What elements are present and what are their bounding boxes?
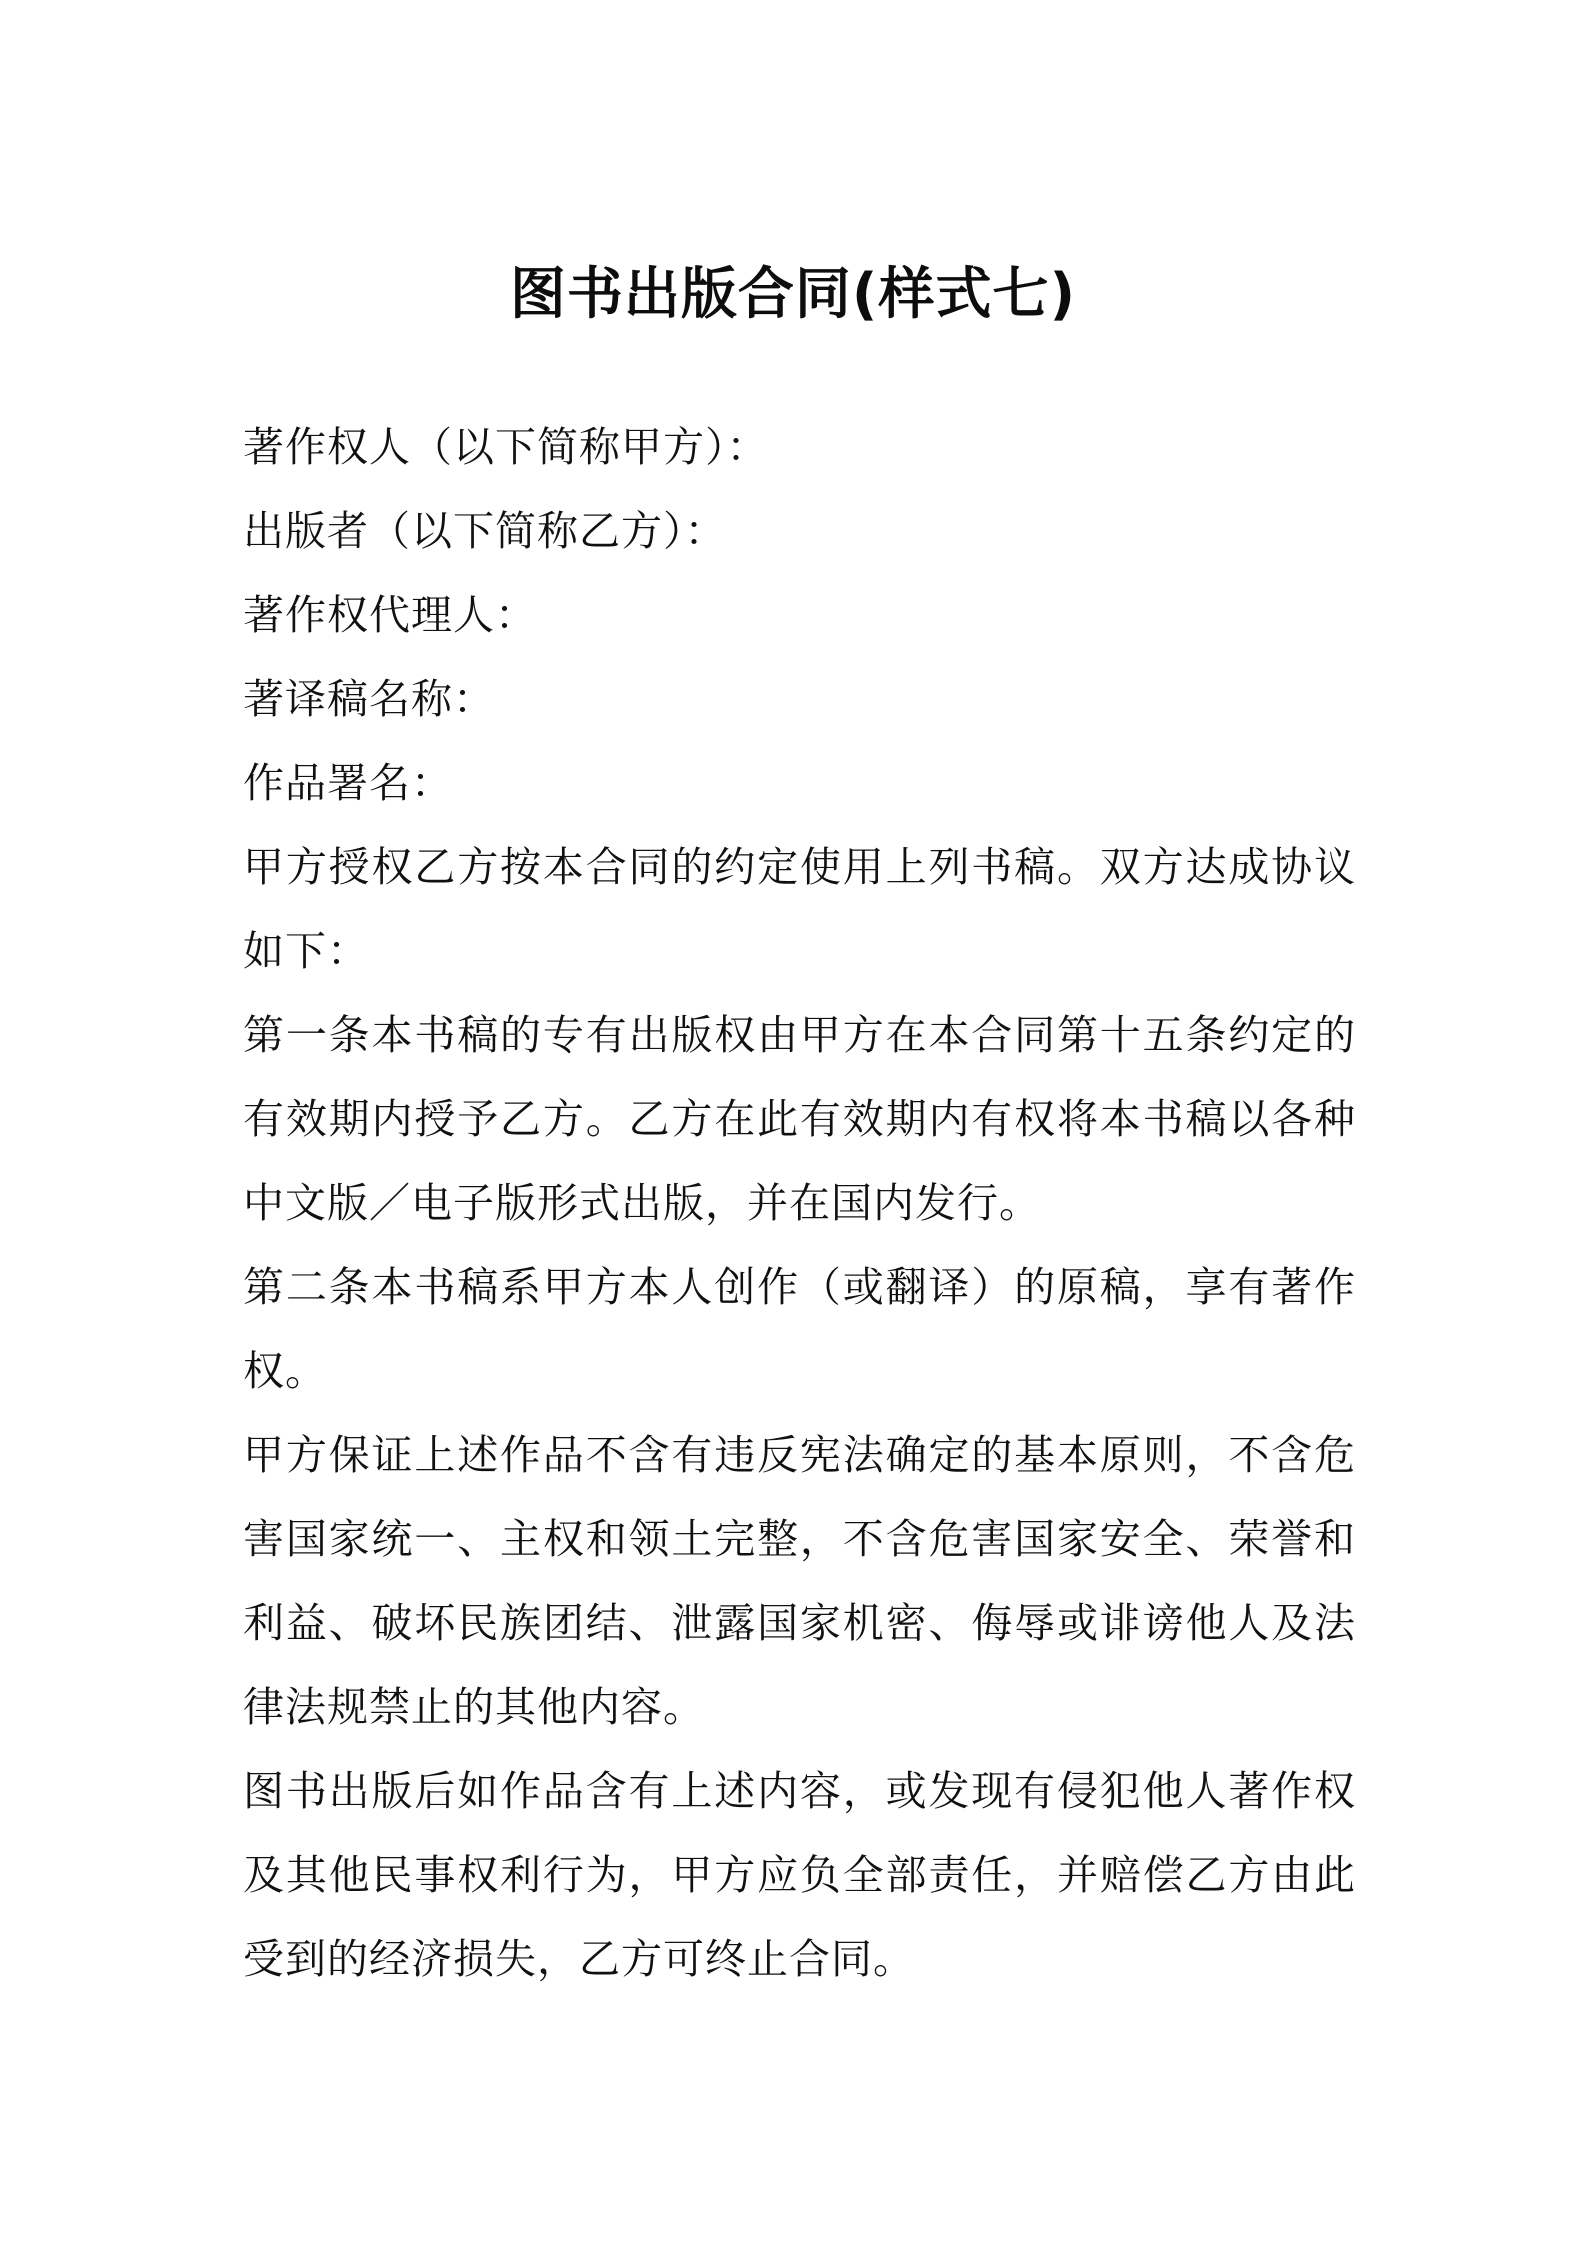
paragraph-content-guarantee: 甲方保证上述作品不含有违反宪法确定的基本原则，不含危害国家统一、主权和领土完整，不含危害国家安全、荣誉和利益、破坏民族团结、泄露国家机密、侮辱或诽谤他人及法律法规禁止的其他内容。 [243, 1431, 1356, 1731]
document-body [243, 405, 1356, 2001]
field-manuscript-title: 著译稿名称： [243, 675, 495, 723]
field-copyright-agent: 著作权代理人： [243, 591, 537, 639]
paragraph-article-1: 第一条本书稿的专有出版权由甲方在本合同第十五条约定的有效期内授予乙方。乙方在此有效期内有权将本书稿以各种中文版／电子版形式出版，并在国内发行。 [243, 1011, 1356, 1227]
field-copyright-owner: 著作权人（以下简称甲方）： [243, 423, 769, 471]
paragraph-authorization: 甲方授权乙方按本合同的约定使用上列书稿。双方达成协议如下： [243, 843, 1356, 975]
document-title: 图书出版合同(样式七) [509, 262, 1077, 327]
field-publisher: 出版者（以下简称乙方）： [243, 507, 727, 555]
field-work-signature: 作品署名： [243, 759, 453, 807]
paragraph-liability: 图书出版后如作品含有上述内容，或发现有侵犯他人著作权及其他民事权利行为，甲方应负全部责任，并赔偿乙方由此受到的经济损失，乙方可终止合同。 [243, 1767, 1356, 1983]
paragraph-article-2: 第二条本书稿系甲方本人创作（或翻译）的原稿，享有著作权。 [243, 1263, 1356, 1395]
